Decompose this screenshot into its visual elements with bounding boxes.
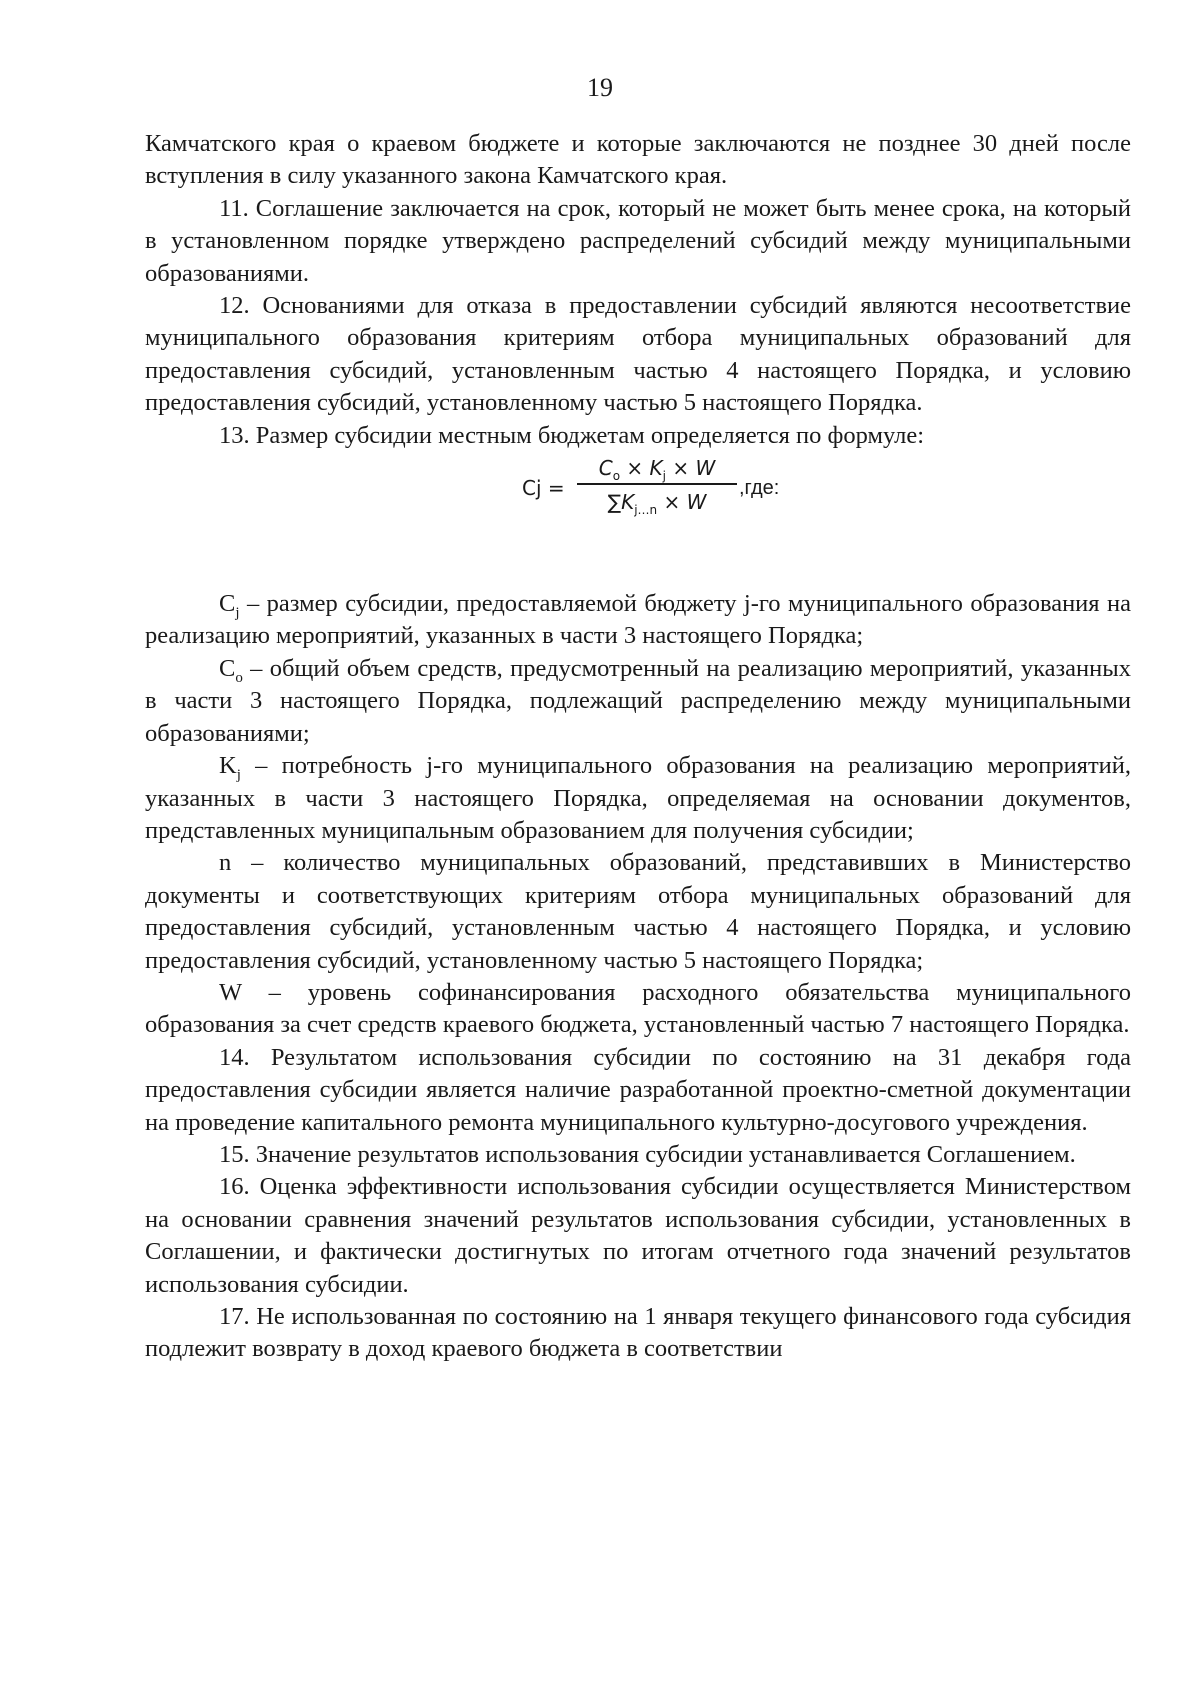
formula-lhs: Cj = — [522, 476, 565, 501]
page-number: 19 — [587, 73, 613, 102]
formula-denominator: $\sum K_{j\dots n} \times W$ — [607, 490, 707, 518]
paragraph-13: 13. Размер субсидии местным бюджетам определяется по формуле: — [219, 421, 925, 449]
paragraph-17: 17. Не использованная по состоянию на 1 января текущего финансового года субсидия подлежит возврату в доход краевого бюджета в соответствии — [145, 1303, 1131, 1363]
fraction-bar — [577, 483, 737, 485]
definition-w: W – уровень софинансирования расходного обязательства муниципального образования за счет средств краевого бюджета, установленный частью 7 настоящего Порядка. — [145, 978, 1131, 1039]
definition-kj: $K_j$ – потребность j-го муниципального образования на реализацию мероприятий, указанных в части 3 настоящего Порядка, определяемая на основании документов, представленных муниципальным образованием для получения субсидии; — [145, 752, 1131, 844]
spacer — [145, 560, 1131, 588]
definition-n: n – количество муниципальных образований, представивших в Министерство документы и соответствующих критериям отбора муниципальных образований для предоставления субсидий, установленным частью 4 настоящего Порядка, и условию предоставления субсидий, установленному частью 5 настоящего Порядка; — [145, 849, 1131, 974]
paragraph-14: 14. Результатом использования субсидии по состоянию на 31 декабря года предоставления субсидии является наличие разработанной проектно-сметной документации на проведение капитального ремонта муниципального культурно-досугового учреждения. — [145, 1043, 1131, 1136]
subsidy-formula — [145, 452, 1131, 560]
formula-where: ,где: — [739, 477, 780, 500]
document-body — [145, 128, 1131, 1366]
paragraph-12: 12. Основаниями для отказа в предоставлении субсидий являются несоответствие муниципального образования критериям отбора муниципальных образований для предоставления субсидий, установленным частью 4 настоящего Порядка, и условию предоставления субсидий, установленному частью 5 настоящего Порядка. — [145, 292, 1131, 417]
paragraph-15: 15. Значение результатов использования субсидии устанавливается Соглашением. — [219, 1140, 1076, 1168]
paragraph-11: 11. Соглашение заключается на срок, который не может быть менее срока, на который в установленном порядке утверждено распределений субсидий между муниципальными образованиями. — [145, 194, 1131, 287]
definition-co: $C_o$ – общий объем средств, предусмотренный на реализацию мероприятий, указанных в части 3 настоящего Порядка, подлежащий распределению между муниципальными образованиями; — [145, 654, 1131, 747]
paragraph-continuation: Камчатского края о краевом бюджете и которые заключаются не позднее 30 дней после вступления в силу указанного закона Камчатского края. — [145, 130, 1131, 190]
paragraph-16: 16. Оценка эффективности использования субсидии осуществляется Министерством на основании сравнения значений результатов использования субсидии, установленных в Соглашении, и фактически достигнутых по итогам отчетного года значений результатов использования субсидии. — [145, 1173, 1131, 1298]
formula-numerator: $C_o \times K_j \times W$ — [598, 456, 716, 484]
definition-cj: $C_j$ – размер субсидии, предоставляемой бюджету j-го муниципального образования на реализацию мероприятий, указанных в части 3 настоящего Порядка; — [145, 590, 1131, 650]
